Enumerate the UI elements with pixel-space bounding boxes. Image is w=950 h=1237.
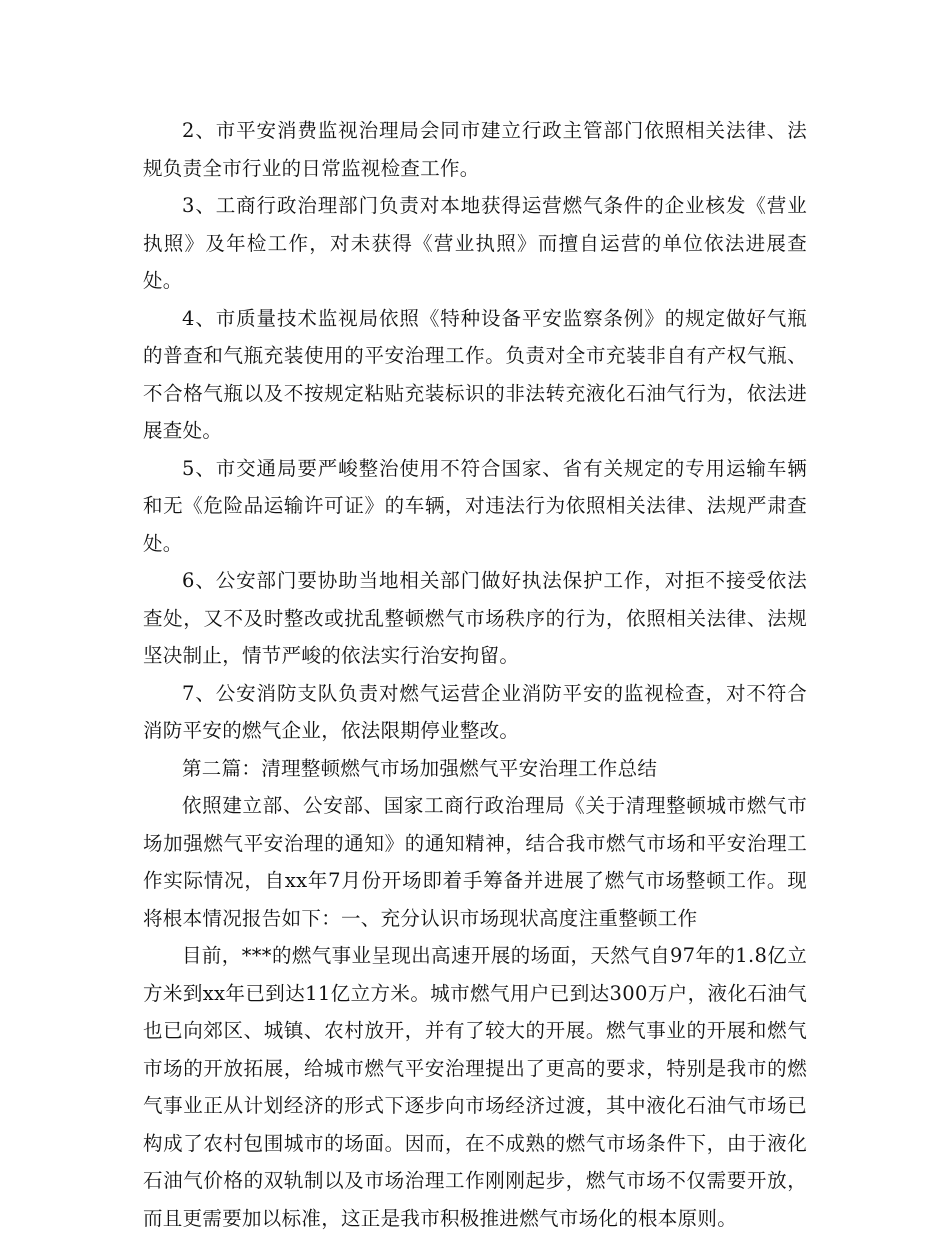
- paragraph-current-situation: 目前，***的燃气事业呈现出高速开展的场面，天然气自97年的1.8亿立方米到xx年已到达11亿立方米。城市燃气用户已到达300万户，液化石油气也已向郊区、城镇、农村放开，并有了较大的开展。燃气事业的开展和燃气市场的开放拓展，给城市燃气平安治理提出了更高的要求，特别是我市的燃气事业正从计划经济的形式下逐步向市场经济过渡，其中液化石油气市场已构成了农村包围城市的场面。因而，在不成熟的燃气市场条件下，由于液化石油气价格的双轨制以及市场治理工作刚刚起步，燃气市场不仅需要开放，而且更需要加以标准，这正是我市积极推进燃气市场化的根本原则。: [143, 944, 807, 1230]
- paragraph-item-7: 7、公安消防支队负责对燃气运营企业消防平安的监视检查，对不符合消防平安的燃气企业，依法限期停业整改。: [143, 681, 807, 742]
- paragraph-item-5: 5、市交通局要严峻整治使用不符合国家、省有关规定的专用运输车辆和无《危险品运输许可证》的车辆，对违法行为依照相关法律、法规严肃查处。: [143, 456, 807, 555]
- section-title: 第二篇：清理整顿燃气市场加强燃气平安治理工作总结: [182, 756, 658, 780]
- paragraph-item-3: 3、工商行政治理部门负责对本地获得运营燃气条件的企业核发《营业执照》及年检工作，对未获得《营业执照》而擅自运营的单位依法进展查处。: [143, 194, 807, 292]
- paragraph-item-2: 2、市平安消费监视治理局会同市建立行政主管部门依照相关法律、法规负责全市行业的日常监视检查工作。: [143, 119, 807, 180]
- paragraph-item-6: 6、公安部门要协助当地相关部门做好执法保护工作，对拒不接受依法查处，又不及时整改或扰乱整顿燃气市场秩序的行为，依照相关法律、法规坚决制止，情节严峻的依法实行治安拘留。: [143, 569, 807, 667]
- paragraph-item-4: 4、市质量技术监视局依照《特种设备平安监察条例》的规定做好气瓶的普查和气瓶充装使用的平安治理工作。负责对全市充装非自有产权气瓶、不合格气瓶以及不按规定粘贴充装标识的非法转充液化石油气行为，依法进展查处。: [143, 306, 807, 442]
- document-page: [143, 112, 807, 1237]
- paragraph-intro: 依照建立部、公安部、国家工商行政治理局《关于清理整顿城市燃气市场加强燃气平安治理的通知》的通知精神，结合我市燃气市场和平安治理工作实际情况，自xx年7月份开场即着手筹备并进展了燃气市场整顿工作。现将根本情况报告如下：一、充分认识市场现状高度注重整顿工作: [143, 794, 807, 930]
